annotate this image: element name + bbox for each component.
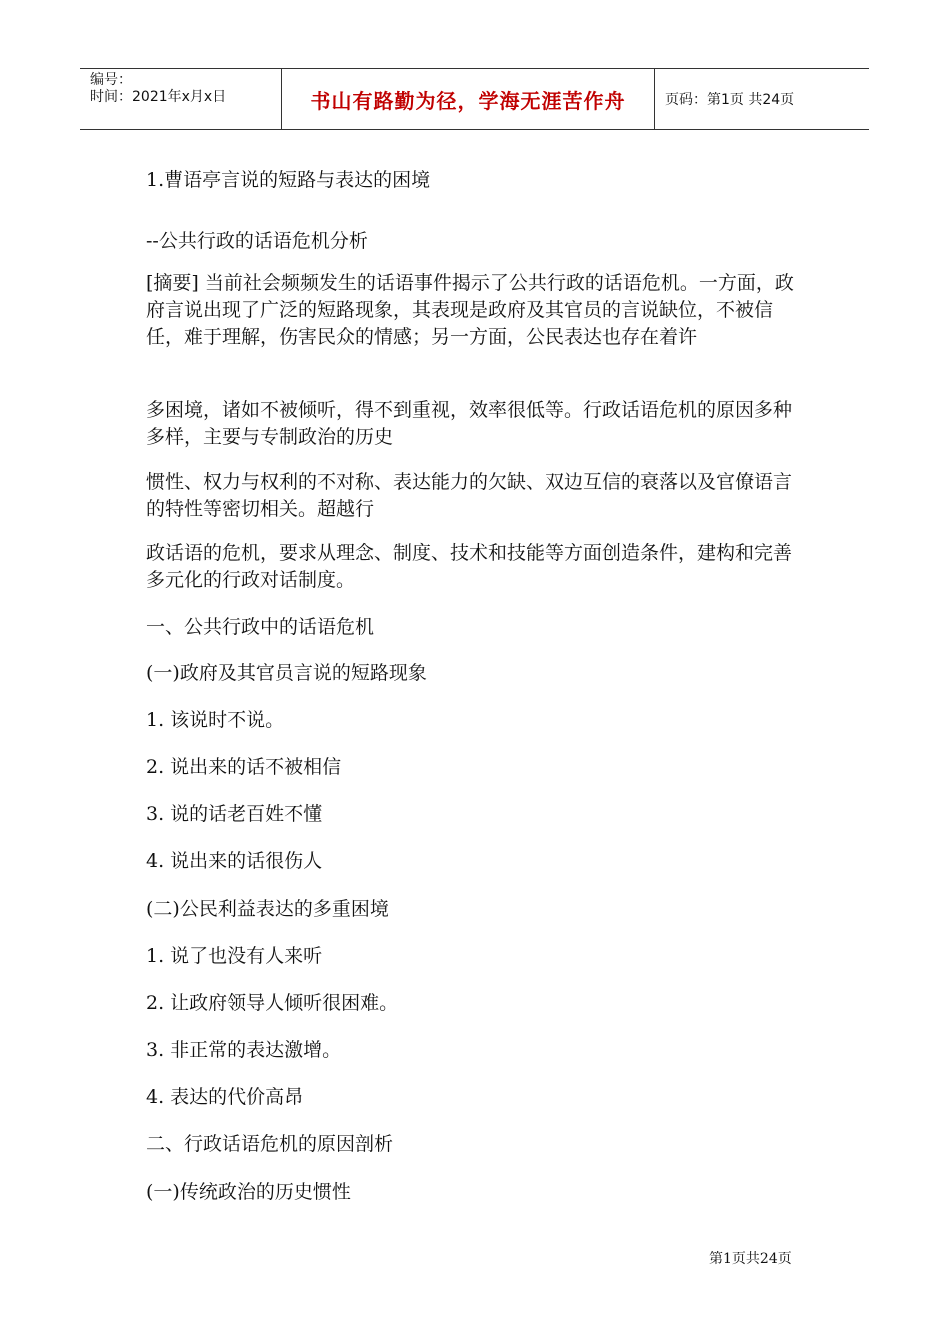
subsection-heading-1-1: (一)政府及其官员言说的短路现象: [146, 662, 427, 684]
document-subtitle: --公共行政的话语危机分析: [146, 230, 368, 252]
document-number-label: 编号：: [90, 72, 132, 88]
footer-page-number: 第1页共24页: [709, 1251, 792, 1267]
list-item: 2. 说出来的话不被相信: [146, 756, 342, 778]
header-page-number: 页码：第1页 共24页: [665, 92, 795, 108]
list-item: 2. 让政府领导人倾听很困难。: [146, 992, 399, 1014]
document-date-label: 时间：2021年x月x日: [90, 89, 227, 105]
document-title: 1.曹语亭言说的短路与表达的困境: [146, 169, 431, 191]
abstract-paragraph-4: 政话语的危机，要求从理念、制度、技术和技能等方面创造条件，建构和完善多元化的行政对话制度。: [146, 542, 793, 591]
list-item: 1. 说了也没有人来听: [146, 945, 323, 967]
abstract-paragraph-2: 多困境，诸如不被倾听，得不到重视，效率很低等。行政话语危机的原因多种多样，主要与专制政治的历史: [146, 399, 793, 448]
page-header: [80, 68, 869, 130]
list-item: 1. 该说时不说。: [146, 709, 285, 731]
abstract-paragraph-1: [摘要] 当前社会频频发生的话语事件揭示了公共行政的话语危机。一方面，政府言说出现了广泛的短路现象，其表现是政府及其官员的言说缺位，不被信任，难于理解，伤害民众的情感；另一方面，公民表达也存在着许: [146, 272, 794, 348]
list-item: 4. 说出来的话很伤人: [146, 850, 323, 872]
subsection-heading-2-1: (一)传统政治的历史惯性: [146, 1181, 351, 1203]
header-meta: [80, 69, 282, 129]
section-heading-1: 一、公共行政中的话语危机: [146, 616, 375, 638]
abstract-paragraph-3: 惯性、权力与权利的不对称、表达能力的欠缺、双边互信的衰落以及官僚语言的特性等密切相关。超越行: [146, 471, 793, 520]
header-motto: 书山有路勤为径，学海无涯苦作舟: [282, 69, 655, 129]
list-item: 3. 非正常的表达激增。: [146, 1039, 342, 1061]
section-heading-2: 二、行政话语危机的原因剖析: [146, 1133, 394, 1155]
list-item: 4. 表达的代价高昂: [146, 1086, 304, 1108]
subsection-heading-1-2: (二)公民利益表达的多重困境: [146, 898, 389, 920]
list-item: 3. 说的话老百姓不懂: [146, 803, 323, 825]
